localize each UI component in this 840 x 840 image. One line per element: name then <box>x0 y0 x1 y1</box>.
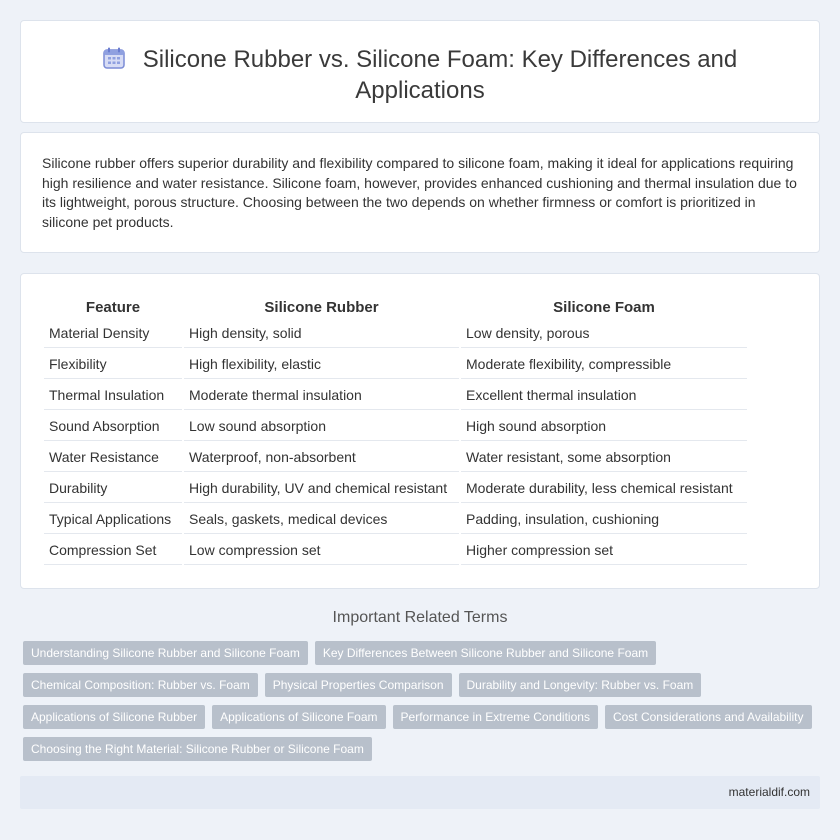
related-terms-heading: Important Related Terms <box>332 609 508 626</box>
cell-feature: Durability <box>44 474 182 503</box>
header-silicone-rubber: Silicone Rubber <box>264 298 379 316</box>
comparison-table <box>42 295 749 567</box>
cell-feature: Compression Set <box>44 536 182 565</box>
footer-site[interactable]: materialdif.com <box>728 785 810 799</box>
header-silicone-foam: Silicone Foam <box>553 298 655 316</box>
table-row <box>44 412 747 441</box>
cell-silicone-rubber: Waterproof, non-absorbent <box>184 443 459 472</box>
table-row <box>44 505 747 534</box>
intro-paragraph: Silicone rubber offers superior durability and flexibility compared to silicone foam, making it ideal for applications requiring high resilience and water resistance. Silicone foam, however, provides enhanced cushioning and thermal insulation due to its lightweight, porous structure. Choosing between the two depends on whether firmness or comfort is prioritized in silicone pet products. <box>42 155 797 230</box>
header-feature: Feature <box>85 298 141 316</box>
intro-card <box>20 132 820 253</box>
table-row <box>44 350 747 379</box>
cell-silicone-foam: Padding, insulation, cushioning <box>461 505 747 534</box>
table-row <box>44 381 747 410</box>
related-term-tag[interactable]: Key Differences Between Silicone Rubber and Silicone Foam <box>315 641 656 665</box>
related-term-tag[interactable]: Cost Considerations and Availability <box>605 705 812 729</box>
related-term-tag[interactable]: Understanding Silicone Rubber and Silicone Foam <box>23 641 308 665</box>
cell-silicone-foam: Water resistant, some absorption <box>461 443 747 472</box>
table-row <box>44 319 747 348</box>
page-title <box>21 45 819 105</box>
related-term-tag[interactable]: Durability and Longevity: Rubber vs. Foam <box>459 673 702 697</box>
cell-feature: Water Resistance <box>44 443 182 472</box>
related-term-tag[interactable]: Chemical Composition: Rubber vs. Foam <box>23 673 258 697</box>
cell-feature: Sound Absorption <box>44 412 182 441</box>
related-term-tag[interactable]: Physical Properties Comparison <box>265 673 452 697</box>
cell-silicone-rubber: Low compression set <box>184 536 459 565</box>
cell-silicone-rubber: High durability, UV and chemical resistant <box>184 474 459 503</box>
related-terms-list <box>23 641 823 769</box>
cell-silicone-rubber: Moderate thermal insulation <box>184 381 459 410</box>
cell-silicone-rubber: High flexibility, elastic <box>184 350 459 379</box>
table-row <box>44 474 747 503</box>
cell-silicone-rubber: Seals, gaskets, medical devices <box>184 505 459 534</box>
title-card <box>20 20 820 123</box>
cell-silicone-rubber: High density, solid <box>184 319 459 348</box>
cell-silicone-foam: Higher compression set <box>461 536 747 565</box>
cell-feature: Thermal Insulation <box>44 381 182 410</box>
cell-silicone-foam: Moderate flexibility, compressible <box>461 350 747 379</box>
cell-silicone-foam: Low density, porous <box>461 319 747 348</box>
cell-feature: Typical Applications <box>44 505 182 534</box>
cell-silicone-foam: Excellent thermal insulation <box>461 381 747 410</box>
table-row <box>44 443 747 472</box>
table-header-row <box>44 297 747 317</box>
related-term-tag[interactable]: Applications of Silicone Foam <box>212 705 385 729</box>
title-line-1: Silicone Rubber vs. Silicone Foam: Key Differences and <box>142 46 738 73</box>
title-line-2: Applications <box>355 77 485 104</box>
cell-silicone-foam: Moderate durability, less chemical resistant <box>461 474 747 503</box>
cell-silicone-foam: High sound absorption <box>461 412 747 441</box>
calendar-icon <box>103 47 125 76</box>
table-row <box>44 536 747 565</box>
comparison-card <box>20 273 820 589</box>
related-term-tag[interactable]: Applications of Silicone Rubber <box>23 705 205 729</box>
cell-silicone-rubber: Low sound absorption <box>184 412 459 441</box>
related-term-tag[interactable]: Choosing the Right Material: Silicone Rubber or Silicone Foam <box>23 737 372 761</box>
related-term-tag[interactable]: Performance in Extreme Conditions <box>393 705 598 729</box>
cell-feature: Flexibility <box>44 350 182 379</box>
cell-feature: Material Density <box>44 319 182 348</box>
footer <box>20 776 820 809</box>
